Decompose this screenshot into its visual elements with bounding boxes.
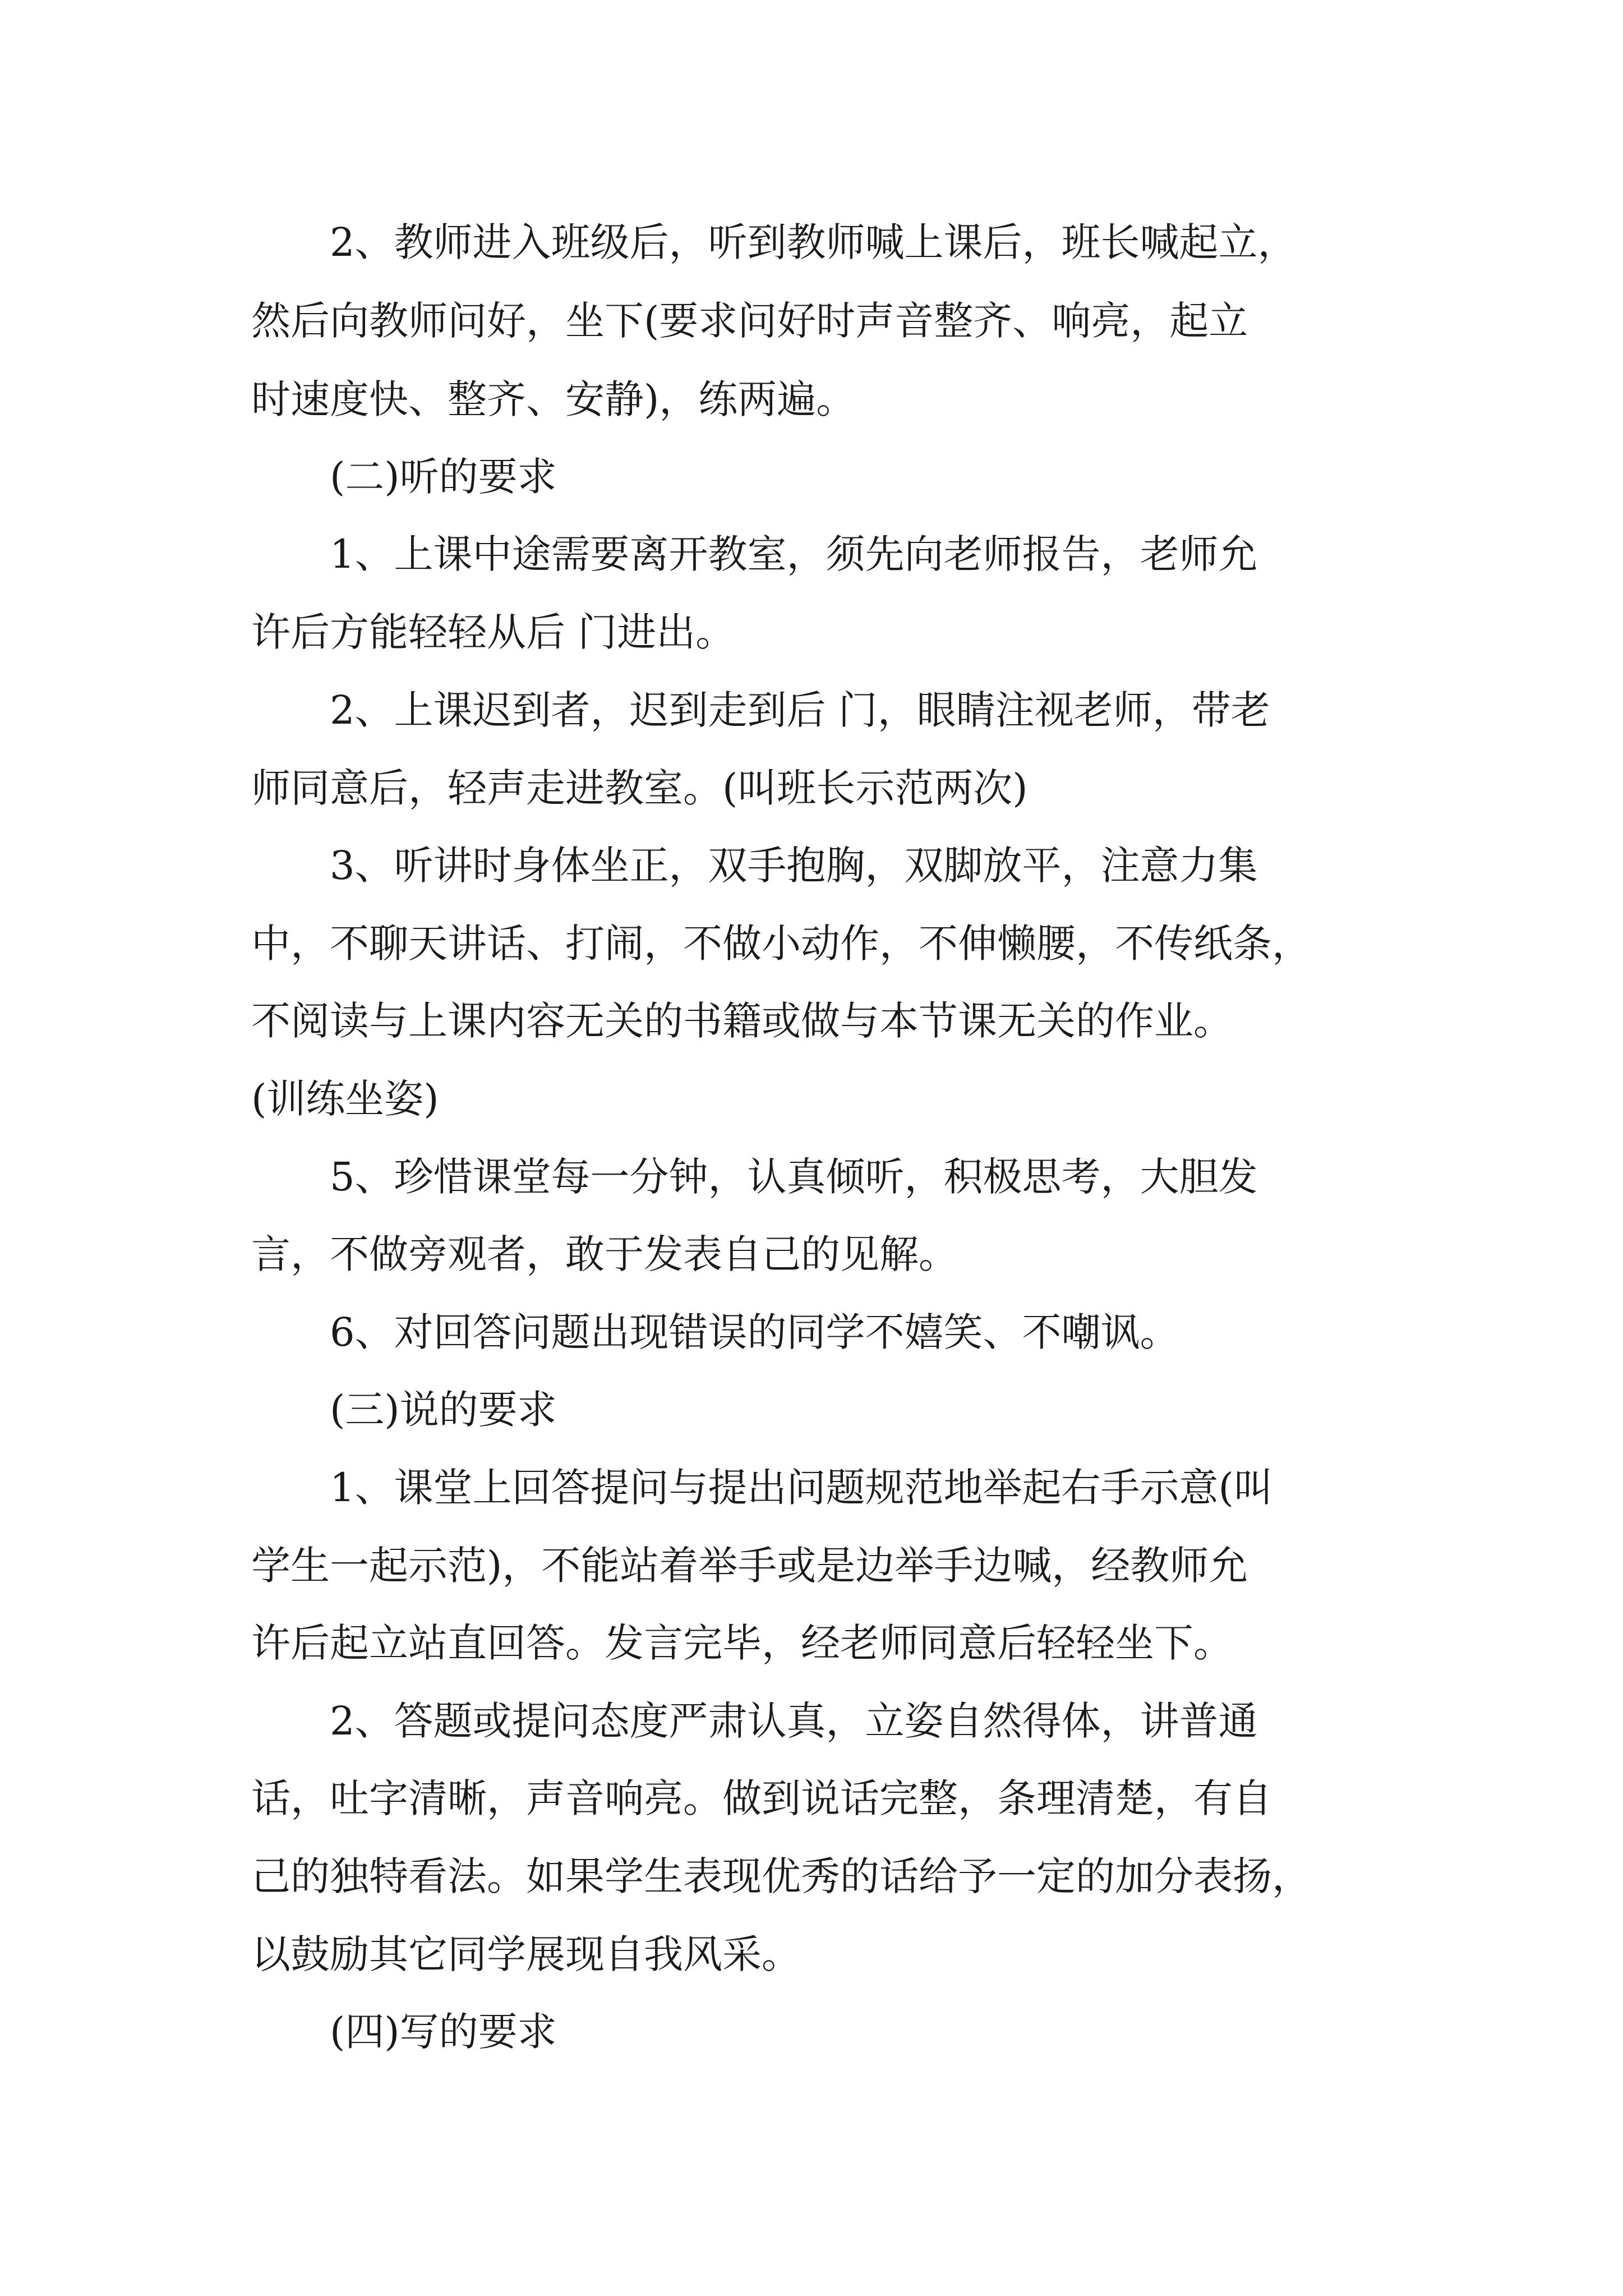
text-line: 5、珍惜课堂每一分钟，认真倾听，积极思考，大胆发 [330,1154,1258,1200]
text-line: 3、听讲时身体坐正，双手抱胸，双脚放平，注意力集 [330,843,1258,889]
text-line: 许后起立站直回答。发言完毕，经老师同意后轻轻坐下。 [251,1620,1233,1666]
text-line: 时速度快、整齐、安静)，练两遍。 [251,376,856,422]
text-line: 6、对回答问题出现错误的同学不嬉笑、不嘲讽。 [330,1309,1179,1355]
text-line: (训练坐姿) [251,1076,439,1122]
section-heading: (四)写的要求 [330,2009,557,2055]
text-line: 己的独特看法。如果学生表现优秀的话给予一定的加分表扬， [251,1853,1311,1899]
text-line: 言，不做旁观者，敢于发表自己的见解。 [251,1231,958,1277]
text-line: 1、课堂上回答提问与提出问题规范地举起右手示意(叫 [330,1465,1273,1511]
text-line: 学生一起示范)，不能站着举手或是边举手边喊，经教师允 [251,1543,1248,1589]
text-line: 2、教师进入班级后，听到教师喊上课后，班长喊起立， [330,219,1297,265]
text-line: 2、上课迟到者，迟到走到后 门，眼睛注视老师，带老 [330,687,1270,733]
text-line: 1、上课中途需要离开教室，须先向老师报告，老师允 [330,531,1258,577]
text-line: 以鼓励其它同学展现自我风采。 [251,1931,801,1977]
text-line: 许后方能轻轻从后 门进出。 [251,609,735,655]
text-line: 话，吐字清晰，声音响亮。做到说话完整，条理清楚，有自 [251,1775,1272,1821]
text-line: 然后向教师问好，坐下(要求问好时声音整齐、响亮，起立 [251,298,1248,344]
section-heading: (二)听的要求 [330,454,557,500]
text-line: 中，不聊天讲话、打闹，不做小动作，不伸懒腰，不传纸条， [251,921,1311,967]
text-line: 师同意后，轻声走进教室。(叫班长示范两次) [251,765,1028,811]
text-line: 不阅读与上课内容无关的书籍或做与本节课无关的作业。 [251,998,1233,1044]
text-line: 2、答题或提问态度严肃认真，立姿自然得体，讲普通 [330,1698,1258,1744]
section-heading: (三)说的要求 [330,1387,557,1433]
